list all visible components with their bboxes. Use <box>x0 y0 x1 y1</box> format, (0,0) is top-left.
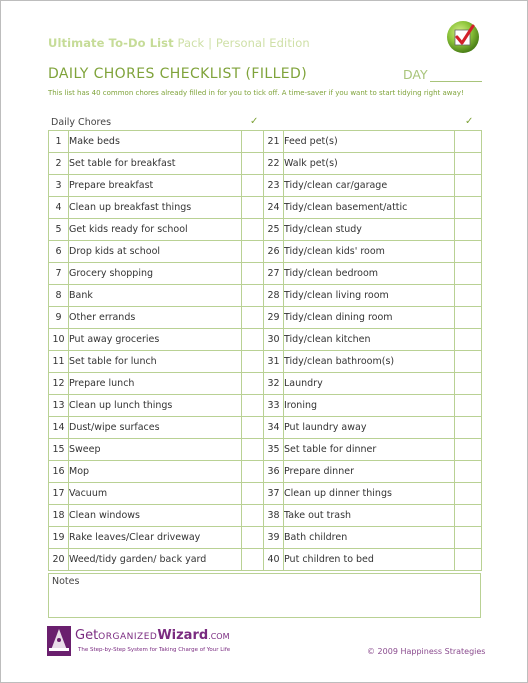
chore-task: Mop <box>69 461 242 483</box>
chore-checkbox[interactable] <box>242 461 264 483</box>
chore-row <box>49 527 482 549</box>
brand-name <box>75 628 230 643</box>
chore-checkbox[interactable] <box>455 527 482 549</box>
chore-row <box>49 439 482 461</box>
day-field-line[interactable] <box>430 81 482 82</box>
chore-checkbox[interactable] <box>242 241 264 263</box>
chore-number: 31 <box>264 351 284 373</box>
checkmark-logo-icon <box>446 20 480 54</box>
chore-checkbox[interactable] <box>242 131 264 153</box>
chore-row <box>49 461 482 483</box>
chore-number: 30 <box>264 329 284 351</box>
chore-row <box>49 175 482 197</box>
chore-checkbox[interactable] <box>455 307 482 329</box>
chore-task: Set table for dinner <box>284 439 455 461</box>
chore-number: 10 <box>49 329 69 351</box>
chore-checkbox[interactable] <box>242 395 264 417</box>
chore-task: Dust/wipe surfaces <box>69 417 242 439</box>
chore-checkbox[interactable] <box>242 175 264 197</box>
chore-row <box>49 549 482 571</box>
chore-number: 22 <box>264 153 284 175</box>
chore-number: 12 <box>49 373 69 395</box>
chore-task: Vacuum <box>69 483 242 505</box>
chore-row <box>49 483 482 505</box>
chore-number: 39 <box>264 527 284 549</box>
page-subtitle: This list has 40 common chores already filled in for you to tick off. A time-saver if you want to start tidying right away! <box>48 89 464 97</box>
section-label: Daily Chores <box>51 117 112 128</box>
chore-number: 13 <box>49 395 69 417</box>
chore-task: Tidy/clean dining room <box>284 307 455 329</box>
chore-checkbox[interactable] <box>455 263 482 285</box>
copyright-text: © 2009 Happiness Strategies <box>367 647 486 656</box>
chores-table <box>48 130 482 571</box>
chore-row <box>49 241 482 263</box>
chore-number: 6 <box>49 241 69 263</box>
chore-task: Other errands <box>69 307 242 329</box>
chore-row <box>49 197 482 219</box>
chore-number: 5 <box>49 219 69 241</box>
chore-row <box>49 505 482 527</box>
pack-header <box>48 36 310 50</box>
chore-row <box>49 219 482 241</box>
chore-row <box>49 263 482 285</box>
chore-row <box>49 351 482 373</box>
chore-checkbox[interactable] <box>242 483 264 505</box>
chore-task: Clean up dinner things <box>284 483 455 505</box>
brand-wizard: Wizard <box>157 628 209 643</box>
page-title: DAILY CHORES CHECKLIST (FILLED) <box>48 66 308 82</box>
chore-task: Clean up lunch things <box>69 395 242 417</box>
chore-task: Put laundry away <box>284 417 455 439</box>
chore-checkbox[interactable] <box>455 549 482 571</box>
chore-checkbox[interactable] <box>455 197 482 219</box>
notes-label: Notes <box>52 576 80 587</box>
chore-task: Rake leaves/Clear driveway <box>69 527 242 549</box>
chore-task: Get kids ready for school <box>69 219 242 241</box>
chore-task: Grocery shopping <box>69 263 242 285</box>
wizard-hat-logo-icon <box>47 626 71 656</box>
chore-row <box>49 153 482 175</box>
chore-number: 36 <box>264 461 284 483</box>
chore-task: Weed/tidy garden/ back yard <box>69 549 242 571</box>
chore-checkbox[interactable] <box>455 417 482 439</box>
chore-number: 18 <box>49 505 69 527</box>
chore-number: 23 <box>264 175 284 197</box>
chore-row <box>49 285 482 307</box>
chore-checkbox[interactable] <box>455 175 482 197</box>
chore-task: Bath children <box>284 527 455 549</box>
brand-get: Get <box>75 628 99 643</box>
chore-number: 40 <box>264 549 284 571</box>
chore-task: Put away groceries <box>69 329 242 351</box>
chore-number: 27 <box>264 263 284 285</box>
chores-table-body <box>49 131 482 571</box>
chore-checkbox[interactable] <box>455 461 482 483</box>
chore-task: Bank <box>69 285 242 307</box>
chore-task: Take out trash <box>284 505 455 527</box>
chore-checkbox[interactable] <box>242 439 264 461</box>
chore-row <box>49 329 482 351</box>
chore-number: 29 <box>264 307 284 329</box>
pack-rest: Pack <box>173 36 205 50</box>
chore-checkbox[interactable] <box>455 351 482 373</box>
chore-number: 32 <box>264 373 284 395</box>
chore-checkbox[interactable] <box>242 153 264 175</box>
chore-checkbox[interactable] <box>242 285 264 307</box>
chore-checkbox[interactable] <box>242 329 264 351</box>
chore-task: Tidy/clean bedroom <box>284 263 455 285</box>
chore-number: 26 <box>264 241 284 263</box>
chore-number: 34 <box>264 417 284 439</box>
pack-edition: | Personal Edition <box>204 36 310 50</box>
chore-number: 35 <box>264 439 284 461</box>
chore-task: Tidy/clean living room <box>284 285 455 307</box>
chore-task: Set table for breakfast <box>69 153 242 175</box>
chore-task: Tidy/clean kids' room <box>284 241 455 263</box>
chore-checkbox[interactable] <box>455 483 482 505</box>
chore-number: 17 <box>49 483 69 505</box>
chore-checkbox[interactable] <box>455 373 482 395</box>
chore-number: 11 <box>49 351 69 373</box>
chore-number: 37 <box>264 483 284 505</box>
chore-number: 20 <box>49 549 69 571</box>
chore-checkbox[interactable] <box>455 219 482 241</box>
chore-task: Clean windows <box>69 505 242 527</box>
chore-task: Tidy/clean car/garage <box>284 175 455 197</box>
chore-task: Prepare dinner <box>284 461 455 483</box>
chore-task: Sweep <box>69 439 242 461</box>
chore-checkbox[interactable] <box>455 285 482 307</box>
chore-row <box>49 373 482 395</box>
chore-number: 38 <box>264 505 284 527</box>
chore-number: 16 <box>49 461 69 483</box>
check-column-header-right: ✓ <box>465 116 474 127</box>
chore-task: Make beds <box>69 131 242 153</box>
chore-number: 4 <box>49 197 69 219</box>
chore-checkbox[interactable] <box>242 219 264 241</box>
chore-checkbox[interactable] <box>242 307 264 329</box>
chore-row <box>49 307 482 329</box>
chore-number: 14 <box>49 417 69 439</box>
chore-checkbox[interactable] <box>242 549 264 571</box>
chore-checkbox[interactable] <box>455 153 482 175</box>
chore-task: Clean up breakfast things <box>69 197 242 219</box>
notes-box[interactable] <box>48 573 481 618</box>
chore-number: 28 <box>264 285 284 307</box>
chore-number: 7 <box>49 263 69 285</box>
chore-row <box>49 417 482 439</box>
chore-row <box>49 131 482 153</box>
chore-number: 19 <box>49 527 69 549</box>
chore-checkbox[interactable] <box>242 351 264 373</box>
chore-task: Tidy/clean study <box>284 219 455 241</box>
check-column-header-left: ✓ <box>250 116 259 127</box>
chore-number: 2 <box>49 153 69 175</box>
chore-task: Feed pet(s) <box>284 131 455 153</box>
chore-task: Laundry <box>284 373 455 395</box>
chore-number: 21 <box>264 131 284 153</box>
chore-task: Tidy/clean kitchen <box>284 329 455 351</box>
chore-checkbox[interactable] <box>455 439 482 461</box>
chore-checkbox[interactable] <box>455 505 482 527</box>
chore-checkbox[interactable] <box>242 417 264 439</box>
chore-number: 3 <box>49 175 69 197</box>
chore-row <box>49 395 482 417</box>
chore-checkbox[interactable] <box>242 263 264 285</box>
chore-task: Walk pet(s) <box>284 153 455 175</box>
chore-task: Drop kids at school <box>69 241 242 263</box>
day-label: DAY <box>403 67 428 82</box>
brand-tagline: The Step-by-Step System for Taking Charge of Your Life <box>78 647 231 653</box>
brand-organized: ORGANIZED <box>98 632 158 642</box>
chore-number: 9 <box>49 307 69 329</box>
chore-checkbox[interactable] <box>455 329 482 351</box>
chore-task: Put children to bed <box>284 549 455 571</box>
chore-checkbox[interactable] <box>455 241 482 263</box>
chore-task: Tidy/clean basement/attic <box>284 197 455 219</box>
chore-checkbox[interactable] <box>242 505 264 527</box>
chore-checkbox[interactable] <box>455 131 482 153</box>
chore-task: Prepare lunch <box>69 373 242 395</box>
chore-task: Prepare breakfast <box>69 175 242 197</box>
chore-number: 25 <box>264 219 284 241</box>
chore-task: Ironing <box>284 395 455 417</box>
chore-number: 33 <box>264 395 284 417</box>
chore-number: 15 <box>49 439 69 461</box>
chore-number: 1 <box>49 131 69 153</box>
chore-task: Tidy/clean bathroom(s) <box>284 351 455 373</box>
chore-checkbox[interactable] <box>242 373 264 395</box>
chore-checkbox[interactable] <box>242 527 264 549</box>
chore-checkbox[interactable] <box>455 395 482 417</box>
chore-number: 24 <box>264 197 284 219</box>
chore-checkbox[interactable] <box>242 197 264 219</box>
chore-number: 8 <box>49 285 69 307</box>
chore-task: Set table for lunch <box>69 351 242 373</box>
brand-com: .COM <box>208 632 230 641</box>
pack-brand: Ultimate To-Do List <box>48 36 174 50</box>
